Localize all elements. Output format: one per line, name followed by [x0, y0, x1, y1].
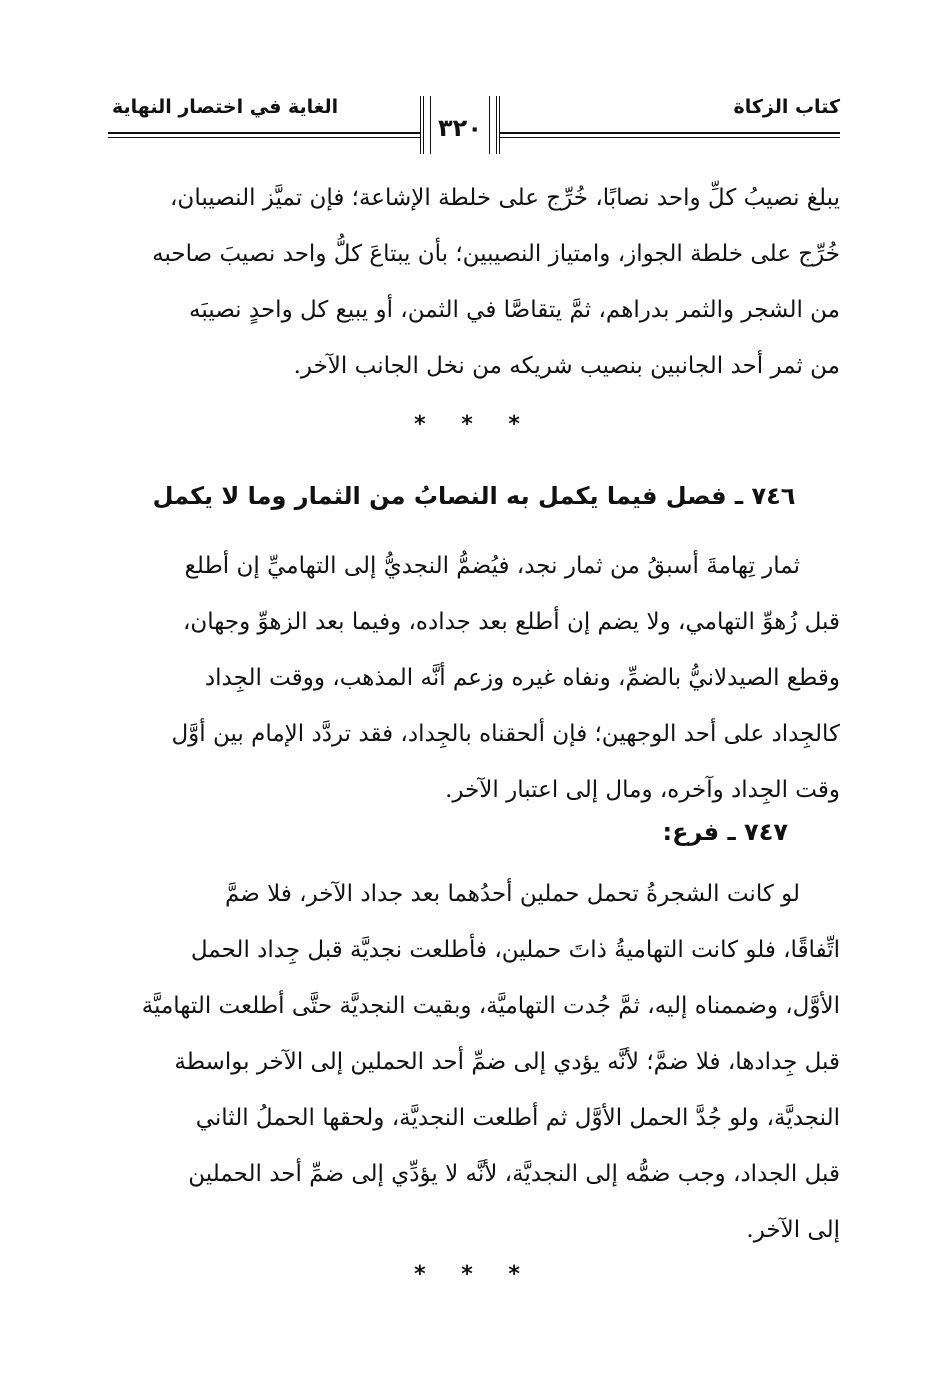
text-line: قبل زُهوِّ التهامي، ولا يضم إن أطلع بعد جداده، وفيما بعد الزهوِّ وجهان،: [182, 609, 840, 635]
paragraph-747: [108, 866, 840, 1258]
text-line: النجديَّة، ولو جُدَّ الحمل الأوَّل ثم أطلعت النجديَّة، ولحقها الحملُ الثاني: [195, 1105, 840, 1131]
paragraph-746: [108, 538, 840, 818]
text-line: قبل جِدادها، فلا ضمَّ؛ لأنَّه يؤدي إلى ضمِّ أحد الحملين إلى الآخر بواسطة: [174, 1049, 840, 1075]
section-heading-746: ٧٤٦ ـ فصل فيما يكمل به النصابُ من الثمار وما لا يكمل: [152, 482, 796, 510]
text-line: وقت الجِداد وآخره، ومال إلى اعتبار الآخر.: [445, 777, 840, 803]
section-heading-747: ٧٤٧ ـ فرع:: [662, 818, 788, 846]
text-line: لو كانت الشجرةُ تحمل حملين أحدُهما بعد جداد الآخر، فلا ضمَّ: [225, 881, 800, 907]
text-line: من ثمر أحد الجانبين بنصيب شريكه من نخل الجانب الآخر.: [293, 353, 840, 379]
text-line: من الشجر والثمر بدراهم، ثمَّ يتقاصَّا في الثمن، أو يبيع كل واحدٍ نصيبَه: [189, 297, 840, 323]
text-line: كالجِداد على أحد الوجهين؛ فإن ألحقناه بالجِداد، فقد تردَّد الإمام بين أوَّل: [171, 721, 840, 747]
text-line: وقطع الصيدلانيُّ بالضمِّ، ونفاه غيره وزعم أنَّه المذهب، ووقت الجِداد: [204, 665, 840, 691]
text-line: يبلغ نصيبُ كلِّ واحد نصابًا، خُرِّج على خلطة الإشاعة؛ فإن تميَّز النصيبان،: [170, 185, 840, 211]
text-line: خُرِّج على خلطة الجواز، وامتياز النصيبين؛ بأن يبتاعَ كلُّ واحد نصيبَ صاحبه: [152, 241, 840, 267]
page-number: ٣٢٠: [438, 114, 482, 142]
running-head-work-title: الغاية في اختصار النهاية: [112, 96, 339, 118]
running-head-book-title: كتاب الزكاة: [733, 96, 840, 118]
text-line: قبل الجداد، وجب ضمُّه إلى النجديَّة، لأنَّه لا يؤدِّي إلى ضمِّ أحد الحملين: [188, 1161, 840, 1187]
paragraph-continuation: [108, 170, 840, 394]
section-separator: * * *: [414, 412, 534, 437]
text-line: ثمار تِهامةَ أسبقُ من ثمار نجد، فيُضمُّ النجديُّ إلى التهاميِّ إن أطلع: [184, 553, 800, 579]
page-number-frame: [420, 96, 500, 154]
section-separator: * * *: [414, 1262, 534, 1287]
text-line: الأوَّل، وضممناه إليه، ثمَّ جُدت التهاميَّة، وبقيت النجديَّة حتَّى أطلعت التهاميَّة: [141, 993, 840, 1019]
text-line: إلى الآخر.: [746, 1217, 840, 1243]
text-line: اتِّفاقًا، فلو كانت التهاميةُ ذاتَ حملين، فأطلعت نجديَّة قبل جِداد الحمل: [190, 937, 840, 963]
